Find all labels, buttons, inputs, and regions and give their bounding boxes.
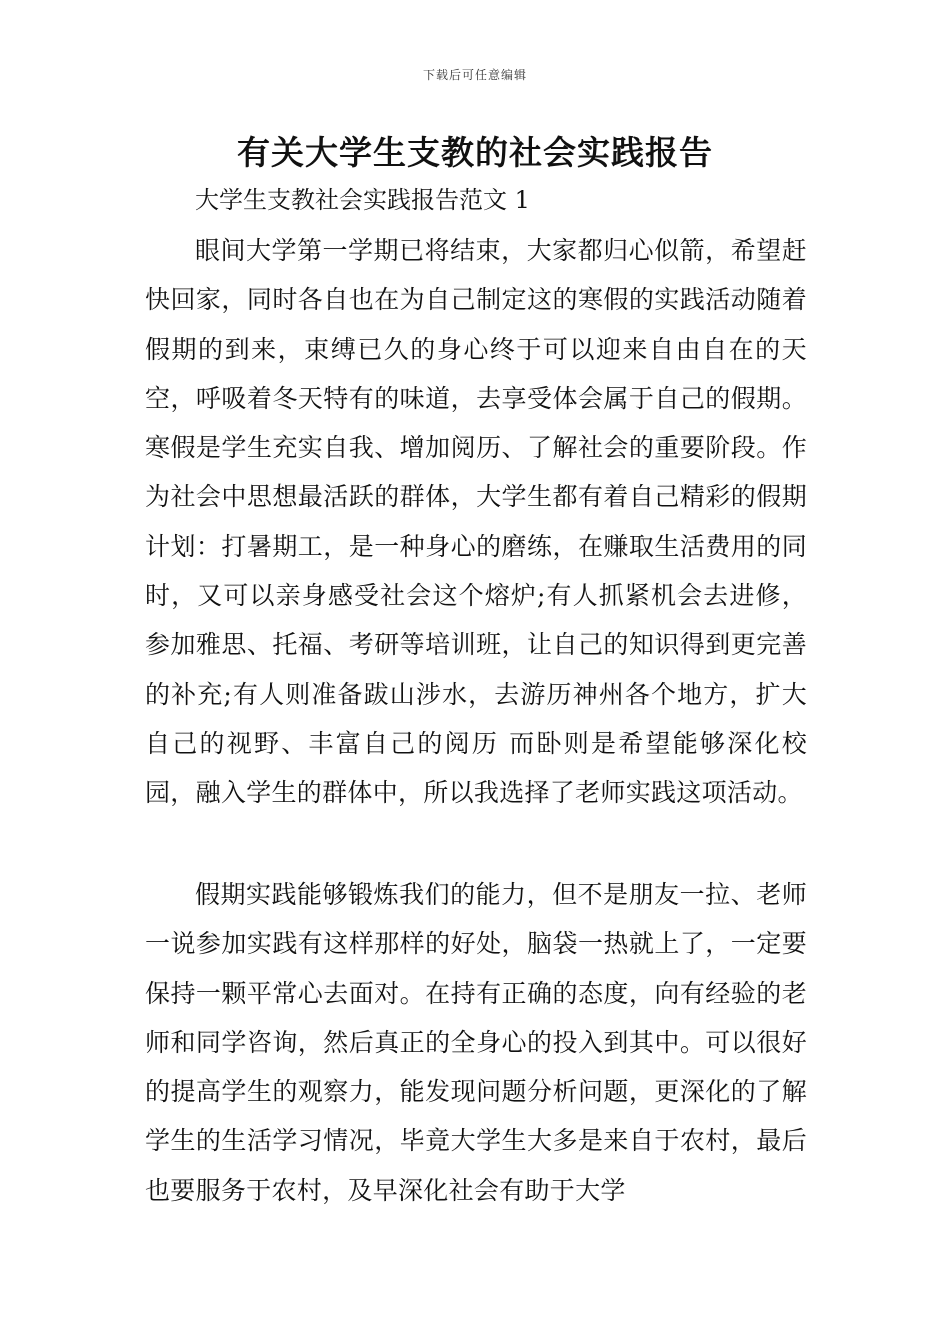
body-paragraph-1-container (145, 226, 807, 818)
body-paragraph: 假期实践能够锻炼我们的能力，但不是朋友一拉、老师一说参加实践有这样那样的好处，脑袋一热就上了，一定要保持一颗平常心去面对。在持有正确的态度，向有经验的老师和同学咨询，然后真正的全身心的投入到其中。可以很好的提高学生的观察力，能发现问题分析问题，更深化的了解学生的生活学习情况，毕竟大学生大多是来自于农村，最后也要服务于农村，及早深化社会有助于大学 (145, 880, 807, 1205)
section-subtitle: 大学生支教社会实践报告范文 1 (195, 186, 530, 214)
header-note: 下载后可任意编辑 (422, 68, 527, 82)
body-paragraph: 眼间大学第一学期已将结束，大家都归心似箭，希望赶快回家，同时各自也在为自己制定这的寒假的实践活动随着假期的到来，束缚已久的身心终于可以迎来自由自在的天空，呼吸着冬天特有的味道，去享受体会属于自己的假期。寒假是学生充实自我、增加阅历、了解社会的重要阶段。作为社会中思想最活跃的群体，大学生都有着自己精彩的假期计划：打暑期工，是一种身心的磨练，在赚取生活费用的同时，又可以亲身感受社会这个熔炉;有人抓紧机会去进修，参加雅思、托福、考研等培训班，让自己的知识得到更完善的补充;有人则准备跋山涉水，去游历神州各个地方，扩大自己的视野、丰富自己的阅历 而卧则是希望能够深化校园，融入学生的群体中，所以我选择了老师实践这项活动。 (145, 236, 807, 808)
document-title: 有关大学生支教的社会实践报告 (237, 133, 713, 172)
body-paragraph-2-container (145, 870, 807, 1215)
